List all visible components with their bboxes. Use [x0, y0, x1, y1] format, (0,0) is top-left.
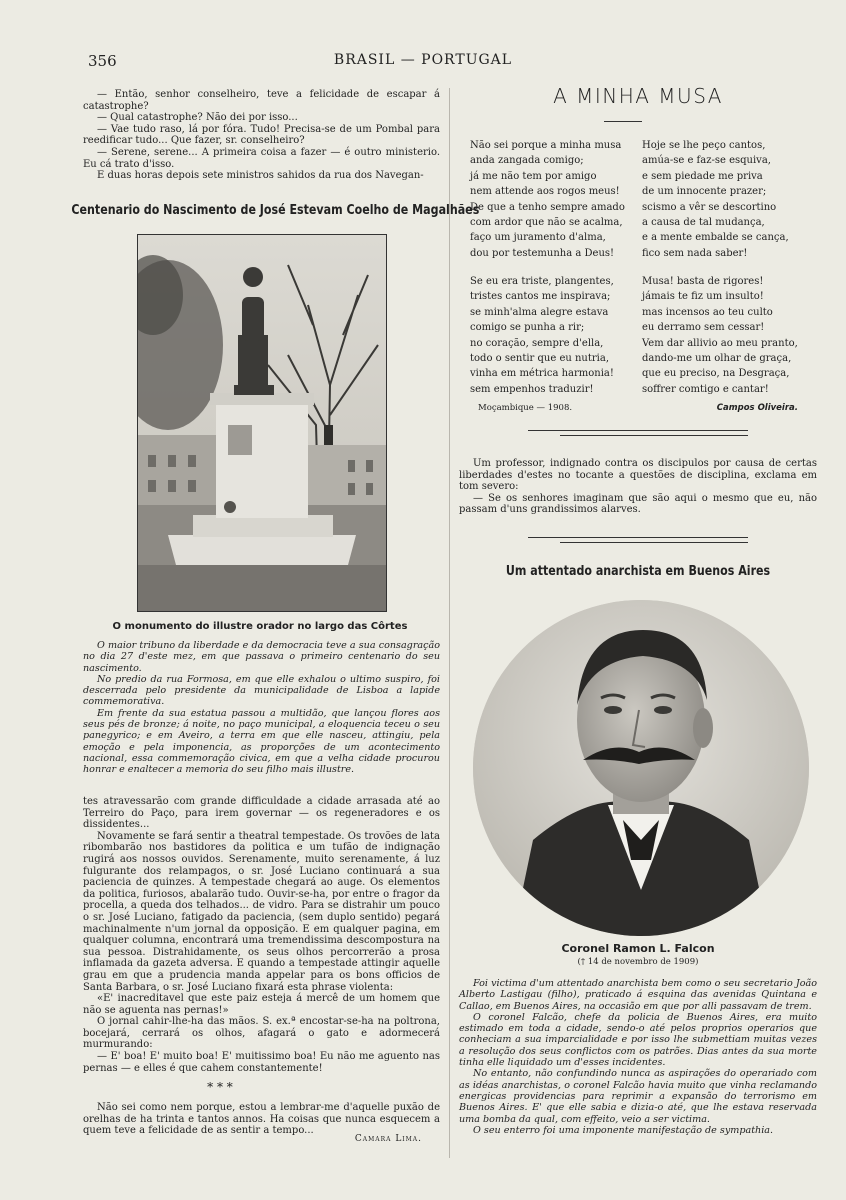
poem-stanza-right-1 [642, 138, 789, 261]
page-number: 356 [88, 52, 117, 70]
poem-line: mas incensos ao teu culto [642, 306, 773, 318]
poem-line: Musa! basta de rigores! [642, 276, 764, 287]
attack-paragraph: No entanto, não confundindo nunca as aspirações do operariado com as idéas anarchistas, o coronel Falcão havia muito que vinha reclamando energicas providencias para reprimir a expansão do terrorismo em Buenos Aires. E' que elle sabia e dizia-o até, que lhe estava reservada uma bomba da qual, com effeito, veio a ser victima. [459, 1068, 817, 1125]
closing-paragraph: Não sei como nem porque, estou a lembrar-me d'aquelle puxão de orelhas de ha trinta e tantos annos. Ha coisas que nunca esquecem a quem teve a felicidade de as sentir a tempo... [83, 1102, 440, 1137]
poem-line: de um innocente prazer; [642, 186, 767, 198]
portrait-illustration [473, 600, 809, 936]
monument-paragraph: O maior tribuno da liberdade e da democracia teve a sua consagração no dia 27 d'este mez, em que passava o primeiro centenario do seu nascimento. [83, 640, 440, 674]
poem-line: Vem dar allivio ao meu pranto, [642, 337, 798, 349]
poem-line: jámais te fiz um insulto! [642, 291, 764, 303]
left-signature: Camara Lima. [354, 1134, 422, 1144]
continuation-paragraph: O jornal cahir-lhe-ha das mãos. S. ex.ª encostar-se-ha na poltrona, bocejará, cerrará os olhos, afagará o gato e adormecerá murmurando: [83, 1016, 440, 1051]
intro-paragraph: — Vae tudo raso, lá por fóra. Tudo! Precisa-se de um Pombal para reedificar tudo... Que fazer, sr. conselheiro? [83, 123, 440, 147]
left-closing-text [83, 1102, 440, 1137]
intro-paragraph: — Serene, serene... A primeira coisa a fazer — é outro ministerio. Eu cá trato d'isso. [83, 146, 440, 170]
poem-line: eu derramo sem cessar! [642, 322, 765, 334]
poem-line: Não sei porque a minha musa [470, 140, 622, 151]
poem-line: comigo se punha a rir; [470, 322, 585, 334]
divider-rule [528, 430, 748, 431]
poem-line: soffrer comtigo e cantar! [642, 383, 769, 395]
column-divider [449, 88, 450, 1158]
continuation-paragraph: Novamente se fará sentir a theatral tempestade. Os trovões de lata ribombarão nos bastidores da politica e um tufão de indignação rugirá aos nossos ouvidos. Serenamente, muito serenamente, á luz fulgurante dos relampagos, o sr. José Luciano continuará a sua paciencia de quinzes. A tempestade chegará ao auge. Os elementos da politica, furiosos, abalarão tudo. Ouvir-se-ha, por entre o fragor da procella, a queda dos telhados... de vidro. Para se distrahir um pouco o sr. José Luciano, fatigado da paciencia, (sem duplo sentido) pegará machinalmente n'um jornal da opposição. E em qualquer pagina, em qualquer columna, encontrará uma tremendissima descompostura na sua pessoa. Distrahidamente, os seus olhos percorrerão a prosa inflamada da gazeta adversa. E quando a tempestade attingir aquelle grau em que a prudencia manda appelar para os bons officios de Santa Barbara, o sr. José Luciano fixará esta phrase violenta: [83, 830, 440, 993]
poem-line: no coração, sempre d'ella, [470, 337, 604, 349]
poem-line: se minh'alma alegre estava [470, 306, 609, 318]
publication-title: BRASIL — PORTUGAL [333, 52, 513, 68]
divider-rule [560, 542, 748, 543]
portrait-subcaption: († 14 de novembro de 1909) [577, 957, 699, 967]
poem-line: Hoje se lhe peço cantos, [642, 140, 766, 151]
falcon-portrait [473, 600, 809, 936]
poem-line: sem empenhos traduzir! [470, 383, 594, 395]
poem-line: e a mente embalde se cança, [642, 232, 789, 244]
left-continuation-text [83, 796, 440, 1074]
monument-article [83, 640, 440, 776]
monument-paragraph: Em frente da sua estatua passou a multidão, que lançou flores aos seus pés de bronze; á noite, no paço municipal, a eloquencia teceu o seu panegyrico; e em Aveiro, a terra em que elle nasceu, attingiu, pela emoção e pela imponencia, as proporções de um acontecimento nacional, essa commemoração civica, em que a velha cidade procurou honrar e enaltecer a memoria do seu filho mais illustre. [83, 707, 440, 776]
poem-line: amúa-se e faz-se esquiva, [642, 155, 771, 167]
monument-caption: O monumento do illustre orador no largo das Côrtes [112, 621, 408, 632]
monument-heading: Centenario do Nascimento de José Estevam Coelho de Magalhães [71, 202, 480, 218]
left-intro-text [83, 89, 440, 182]
attack-heading: Um attentado anarchista em Buenos Aires [505, 563, 771, 579]
poem-stanza-left-2 [470, 274, 614, 397]
poem-title: A MINHA MUSA [553, 84, 723, 108]
poem-line: já me não tem por amigo [470, 170, 597, 182]
monument-paragraph: No predio da rua Formosa, em que elle exhalou o ultimo suspiro, foi descerrada pelo presidente da municipalidade de Lisboa a lapide commemorativa. [83, 673, 440, 708]
continuation-paragraph: — E' boa! E' muito boa! E' muitissimo boa! Eu não me aguento nas pernas — e elles é que cahem constantemente! [83, 1051, 440, 1074]
divider-rule [528, 537, 748, 538]
poem-line: De que a tenho sempre amado [470, 201, 625, 213]
intro-paragraph: E duas horas depois sete ministros sahidos da rua dos Navegan- [97, 170, 424, 182]
intro-paragraph: — Qual catastrophe? Não dei por isso... [97, 112, 298, 124]
portrait-caption: Coronel Ramon L. Falcon [561, 942, 715, 955]
divider-rule [560, 435, 748, 436]
attack-article [459, 978, 817, 1136]
continuation-paragraph: «E' inacreditavel que este paiz esteja á mercê de um homem que não se aguenta nas pernas!» [83, 993, 440, 1016]
poem-line: dando-me um olhar de graça, [642, 353, 792, 365]
poem-line: dou por testemunha a Deus! [470, 247, 615, 259]
poem-author: Campos Oliveira. [716, 403, 798, 413]
poem-line: fico sem nada saber! [642, 247, 748, 259]
anecdote-paragraph: Um professor, indignado contra os discipulos por causa de certas liberdades d'estes no tocante a questões de disciplina, exclama em tom severo: [459, 458, 817, 493]
poem-line: com ardor que não se acalma, [470, 217, 623, 229]
attack-paragraph: O coronel Falcão, chefe da policia de Buenos Aires, era muito estimado em toda a cidade, sendo-o até pelos proprios operarios que conheciam a sua imparcialidade e por isso lhe submettiam muitas vezes a resolução dos seus conflictos com os patrões. Dias antes da sua morte tinha elle liquidado um d'esses incidentes. [459, 1011, 817, 1069]
monument-photo-illustration [138, 235, 386, 611]
attack-paragraph: Foi victima d'um attentado anarchista bem como o seu secretario João Alberto Lastigau (filho), praticado á esquina das avenidas Quintana e Callao, em Buenos Aires, na occasião em que por alli passavam de trem. [459, 978, 817, 1012]
poem-place-date: Moçambique — 1908. [478, 403, 573, 413]
continuation-paragraph: tes atravessarão com grande difficuldade a cidade arrasada até ao Terreiro do Paço, para irem governar — os regeneradores e os dissidentes... [83, 796, 440, 831]
poem-stanza-right-2 [642, 274, 798, 397]
poem-line: vinha em métrica harmonia! [470, 368, 614, 380]
poem-line: a causa de tal mudança, [642, 217, 765, 229]
poem-line: anda zangada comigo; [470, 155, 584, 167]
anecdote-text [459, 458, 817, 516]
poem-line: tristes cantos me inspirava; [470, 291, 611, 303]
poem-line: scismo a vêr se descortino [642, 201, 777, 213]
poem-title-rule [604, 121, 642, 122]
poem-line: que eu preciso, na Desgraça, [642, 368, 790, 380]
poem-line: nem attende aos rogos meus! [470, 186, 620, 198]
poem-stanza-left-1 [470, 138, 625, 261]
poem-line: Se eu era triste, plangentes, [470, 276, 614, 287]
monument-photo [137, 234, 387, 612]
poem-line: e sem piedade me priva [642, 170, 763, 182]
poem-line: todo o sentir que eu nutria, [470, 353, 609, 365]
intro-paragraph: — Então, senhor conselheiro, teve a felicidade de escapar á catastrophe? [83, 89, 440, 112]
poem-line: faço um juramento d'alma, [470, 232, 606, 244]
anecdote-paragraph: — Se os senhores imaginam que são aqui o mesmo que eu, não passam d'uns grandissimos alarves. [459, 492, 817, 516]
section-stars: * * * [207, 1080, 233, 1094]
attack-paragraph: O seu enterro foi uma imponente manifestação de sympathia. [473, 1124, 774, 1136]
